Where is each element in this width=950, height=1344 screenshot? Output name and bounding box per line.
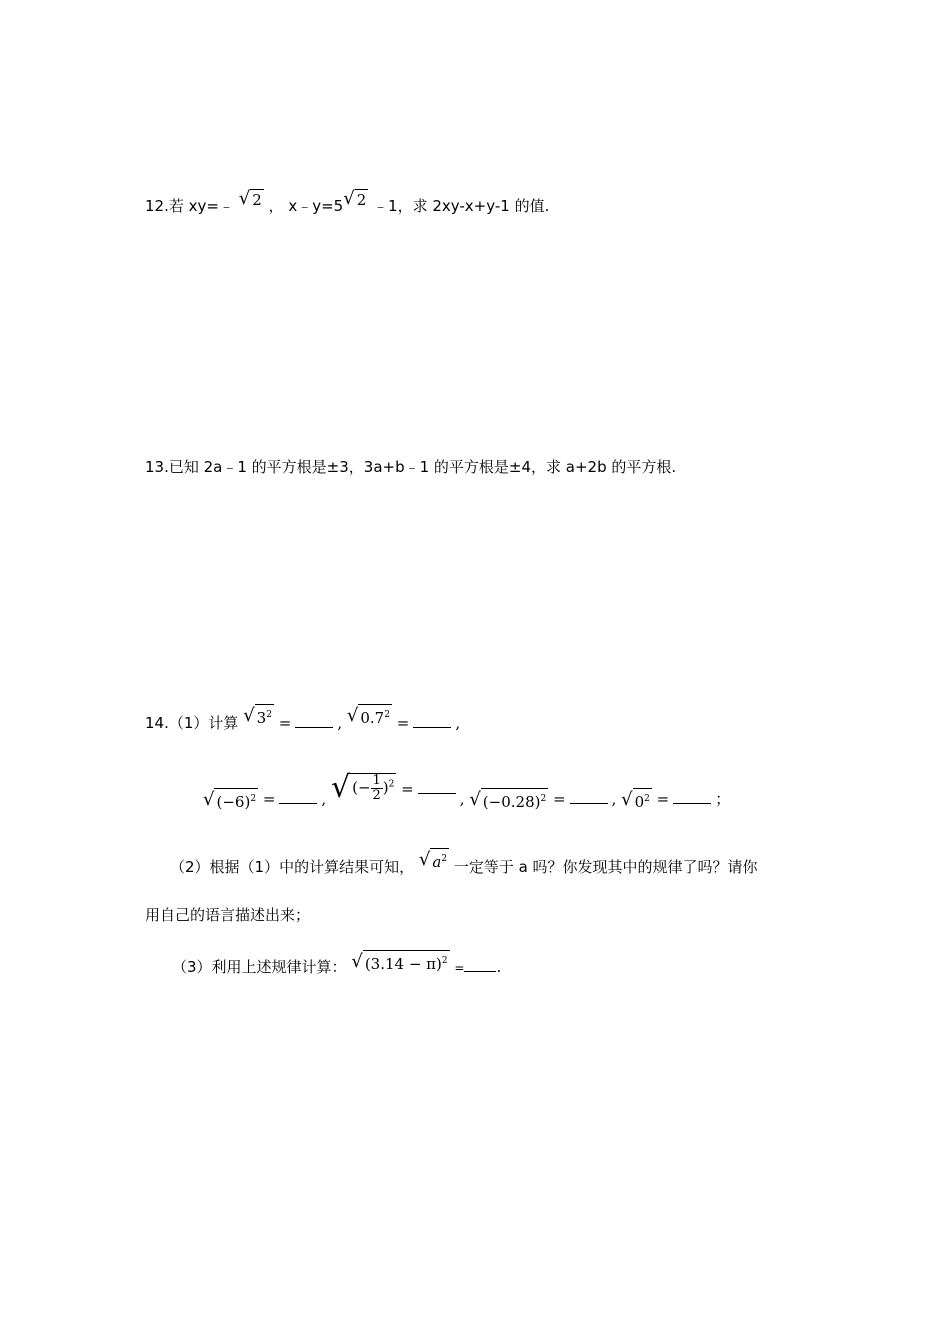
- comma: ,: [337, 714, 343, 732]
- question-13: 13.已知 2a﹣1 的平方根是±3，3a+b﹣1 的平方根是±4，求 a+2b 的平方根.: [145, 458, 677, 476]
- q14-part1-prefix: 14.（1）计算: [145, 714, 239, 732]
- answer-blank-1[interactable]: [295, 727, 333, 728]
- equals-sign: =: [656, 790, 670, 808]
- sqrt-2-expr: √ 2: [238, 188, 262, 210]
- answer-blank-2[interactable]: [413, 727, 451, 728]
- sqrt-0.7-squared: √ $0.7^2$: [346, 705, 390, 727]
- sqrt-2-expr-b: √ 2: [343, 188, 367, 210]
- answer-blank-7[interactable]: [464, 971, 496, 972]
- sqrt-0-squared: √ $0^2$: [621, 789, 650, 811]
- question-14-part1-row1: [145, 705, 461, 736]
- equals-sign: =: [278, 714, 292, 732]
- comma: ,: [321, 790, 327, 808]
- sqrt-neg0.28-squared: √ $(-0.28)^2$: [469, 789, 547, 811]
- question-12: [145, 188, 550, 218]
- q12-sep: ，: [268, 197, 284, 215]
- sqrt-a-squared: √ $a^2$: [418, 849, 448, 871]
- sqrt-3.14-minus-pi-squared: √ $(3.14 - \pi)^2$: [351, 951, 448, 973]
- question-14-part3: [172, 951, 502, 980]
- sqrt-3-squared: √ $3^2$: [243, 705, 272, 727]
- q14-part3-a: （3）利用上述规律计算：: [172, 958, 347, 976]
- equals-sign: =: [396, 714, 410, 732]
- sqrt-neg-half-squared: √ (− $\frac{1}{2}$ )$^2$: [330, 770, 395, 805]
- answer-blank-4[interactable]: [418, 793, 456, 794]
- comma: ,: [459, 790, 465, 808]
- sqrt-neg6-squared: √ $(-6)^2$: [203, 789, 257, 811]
- equals-sign: =: [552, 790, 566, 808]
- comma: ,: [611, 790, 617, 808]
- q14-part2-b: 一定等于 a 吗？你发现其中的规律了吗？请你: [453, 858, 758, 876]
- question-14-part2: [170, 849, 758, 880]
- question-14-part2-cont: 用自己的语言描述出来；: [145, 906, 311, 924]
- answer-blank-3[interactable]: [279, 803, 317, 804]
- q12-mid: x﹣y=5: [288, 197, 344, 215]
- period: .: [496, 958, 502, 976]
- question-14-part1-row2: [203, 770, 731, 815]
- comma: ,: [455, 714, 461, 732]
- equals-sign: =: [401, 780, 414, 798]
- q12-prefix: 12.若 xy=﹣: [145, 197, 234, 215]
- equals-sign: =: [262, 790, 276, 808]
- q12-suffix: ﹣1，求 2xy-x+y-1 的值.: [373, 197, 550, 215]
- fraction-one-half: $\frac{1}{2}$: [372, 773, 381, 803]
- answer-blank-6[interactable]: [673, 803, 711, 804]
- semicolon: ；: [715, 790, 731, 808]
- equals-sign: =: [454, 961, 465, 975]
- answer-blank-5[interactable]: [570, 803, 608, 804]
- q14-part2-a: （2）根据（1）中的计算结果可知，: [170, 858, 415, 876]
